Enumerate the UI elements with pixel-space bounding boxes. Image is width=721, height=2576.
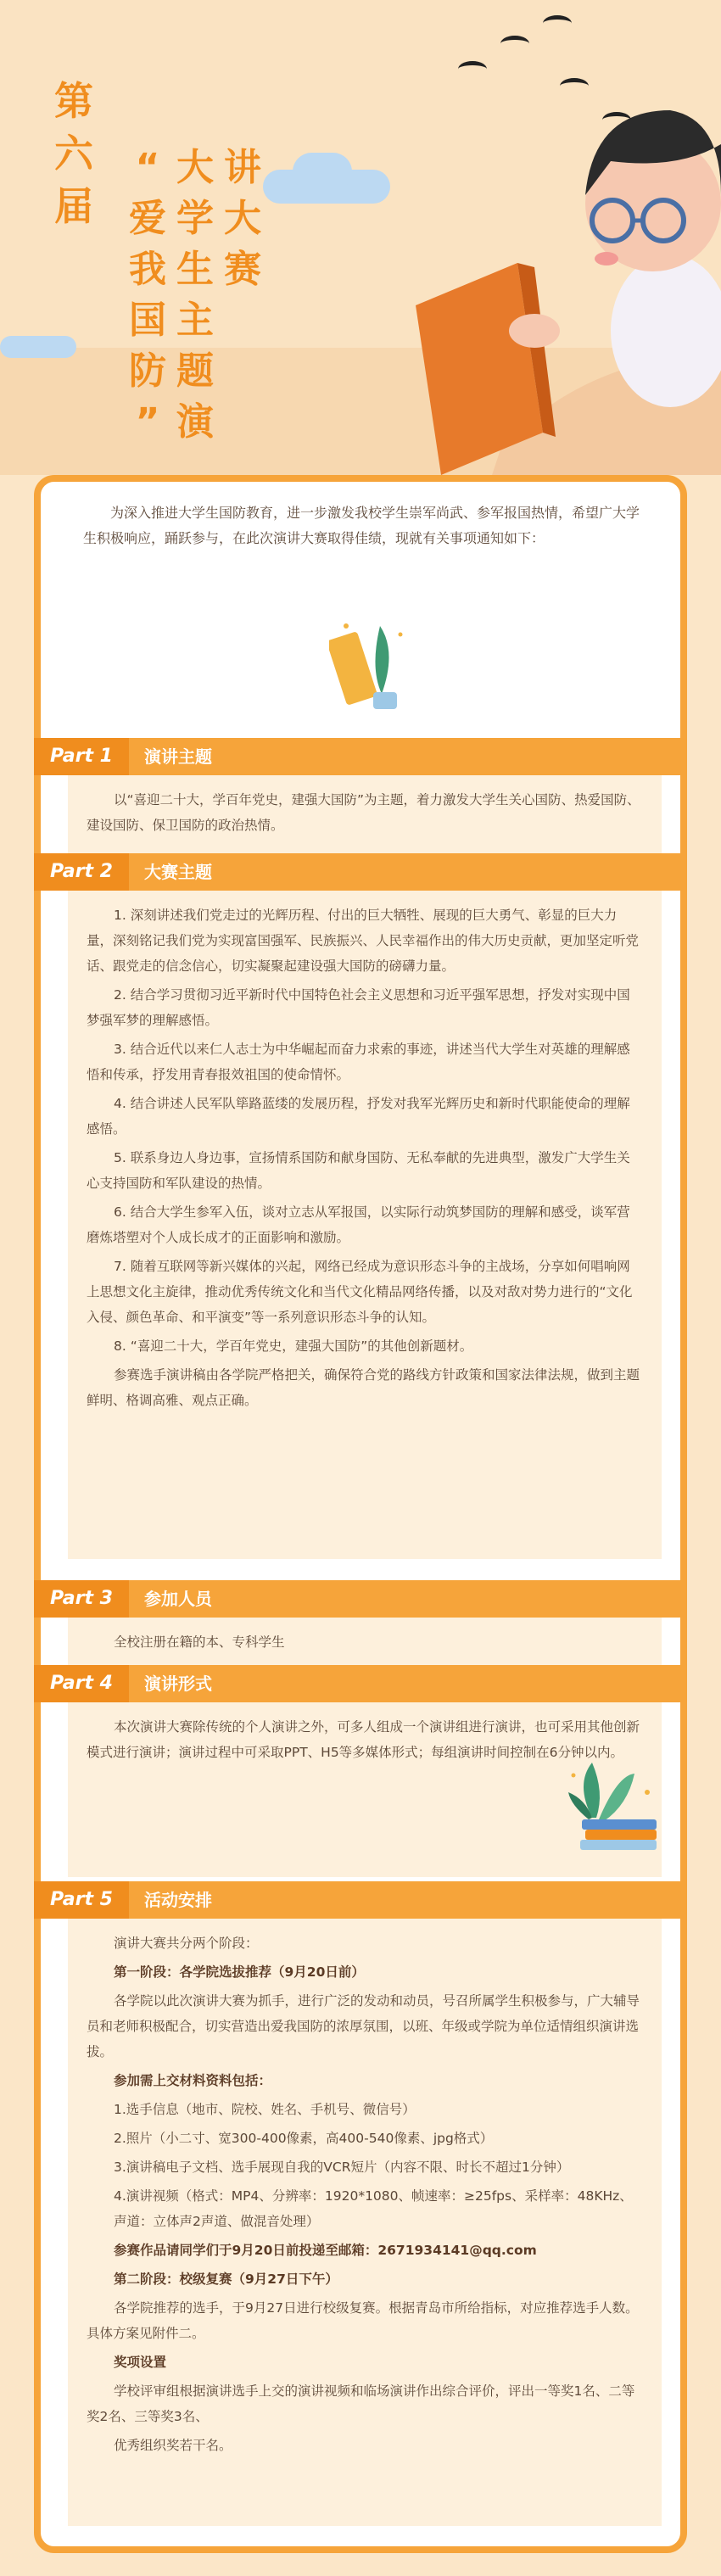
section-header-part-3 [34,1580,687,1618]
paragraph: 学校评审组根据演讲选手上交的演讲视频和临场演讲作出综合评价，评出一等奖1名、二等奖2名、三等奖3名、 [87,2383,635,2424]
edition-label: 第 六 届 [54,78,93,229]
section-header-part-1 [34,738,687,775]
content-card [34,475,687,2553]
title-column-2: 大 学 生 主 题 演 [176,146,214,444]
awards-heading: 奖项设置 [114,2355,167,2370]
paragraph: 以“喜迎二十大，学百年党史，建强大国防”为主题，着力激发大学生关心国防、热爱国防、建设国防、保卫国防的政治热情。 [87,792,640,833]
paragraph: 各学院推荐的选手，于9月27日进行校级复赛。根据青岛市所给指标，对应推荐选手人数。具体方案见附件二。 [87,2300,639,2341]
stage-heading: 第二阶段：校级复赛（9月27日下午） [114,2271,338,2287]
paragraph: 演讲大赛共分两个阶段： [114,1936,259,1951]
list-item: 2.照片（小二寸、宽300-400像素，高400-540像素、jpg格式） [114,2131,494,2146]
section-title: 演讲形式 [144,1674,212,1694]
section-title: 演讲主题 [144,746,212,767]
section-title: 大赛主题 [144,862,212,882]
paragraph: 各学院以此次演讲大赛为抓手，进行广泛的发动和动员，号召所属学生积极参与，广大辅导员和老师积极配合，切实营造出爱我国防的浓厚氛围，以班、年级或学院为单位适情组织演讲选拔。 [87,1993,640,2059]
section-body-part-2 [68,891,662,1559]
section-title: 活动安排 [144,1890,212,1910]
section-header-part-4 [34,1665,687,1702]
title-column-3: 讲 大 赛 [224,146,261,291]
paragraph: 4. 结合讲述人民军队筚路蓝缕的发展历程，抒发对我军光辉历史和新时代职能使命的理解感悟。 [87,1096,630,1137]
cloud-icon [293,153,352,191]
stage-heading: 第一阶段：各学院选拔推荐（9月20日前） [114,1964,365,1980]
part-tag: Part 2 [34,853,129,891]
paragraph: 7. 随着互联网等新兴媒体的兴起，网络已经成为意识形态斗争的主战场，分享如何唱响网上思想文化主旋律，推动优秀传统文化和当代文化精品网络传播，以及对敌对势力进行的“文化入侵、颜色革命、和平演变”等一系列意识形态斗争的认知。 [87,1259,633,1325]
paragraph: 6. 结合大学生参军入伍，谈对立志从军报国，以实际行动筑梦国防的理解和感受，谈军营磨炼塔塑对个人成长成才的正面影响和激励。 [87,1204,630,1245]
list-item: 3.演讲稿电子文档、选手展现自我的VCR短片（内容不限、时长不超过1分钟） [114,2160,570,2175]
list-item: 4.演讲视频（格式：MP4、分辨率：1920*1080、帧速率：≥25fps、采样率：48KHz、声道：立体声2声道、做混音处理） [114,2188,633,2229]
section-title: 参加人员 [144,1589,212,1609]
paragraph: 5. 联系身边人身边事，宣扬情系国防和献身国防、无私奉献的先进典型，激发广大学生关心支持国防和军队建设的热情。 [87,1150,630,1191]
materials-heading: 参加需上交材料资料包括： [114,2073,272,2088]
paragraph: 3. 结合近代以来仁人志士为中华崛起而奋力求索的事迹，讲述当代大学生对英雄的理解感悟和传承，抒发用青春报效祖国的使命情怀。 [87,1042,630,1082]
paragraph: 2. 结合学习贯彻习近平新时代中国特色社会主义思想和习近平强军思想，抒发对实现中国梦强军梦的理解感悟。 [87,987,630,1028]
part-tag: Part 4 [34,1665,129,1702]
title-column-1: “ 爱 我 国 防 ” [129,146,166,444]
paragraph: 本次演讲大赛除传统的个人演讲之外，可多人组成一个演讲组进行演讲，也可采用其他创新模式进行演讲；演讲过程中可采取PPT、H5等多媒体形式；每组演讲时间控制在6分钟以内。 [87,1719,640,1760]
paragraph: 参赛选手演讲稿由各学院严格把关，确保符合党的路线方针政策和国家法律法规，做到主题鲜明、格调高雅、观点正确。 [87,1367,640,1408]
bird-icon [500,36,529,52]
reading-girl-illustration [399,51,721,475]
bookmark-feather-icon [329,617,405,719]
plant-books-icon [567,1758,660,1856]
part-tag: Part 1 [34,738,129,775]
paragraph: 1. 深刻讲述我们党走过的光辉历程、付出的巨大牺牲、展现的巨大勇气、彰显的巨大力量，深刻铭记我们党为实现富国强军、民族振兴、人民幸福作出的伟大历史贡献，更加坚定听党话、跟党走的信念信心，切实凝聚起建设强大国防的磅礴力量。 [87,908,640,974]
paragraph: 优秀组织奖若干名。 [114,2438,232,2453]
cloud-icon [0,336,76,358]
bird-icon [543,15,572,31]
section-header-part-2 [34,853,687,891]
section-body-part-1 [68,775,662,853]
list-item: 1.选手信息（地市、院校、姓名、手机号、微信号） [114,2102,416,2117]
section-body-part-3 [68,1618,662,1665]
section-header-part-5 [34,1881,687,1919]
submission-email: 参赛作品请同学们于9月20日前投递至邮箱：2671934141@qq.com [114,2243,537,2258]
paragraph: 8. “喜迎二十大，学百年党史，建强大国防”的其他创新题材。 [114,1338,473,1354]
paragraph: 全校注册在籍的本、专科学生 [114,1634,285,1650]
header-banner [0,0,721,475]
intro-text: 为深入推进大学生国防教育，进一步激发我校学生崇军尚武、参军报国热情，希望广大学生积极响应，踊跃参与，在此次演讲大赛取得佳绩，现就有关事项通知如下： [83,505,640,546]
part-tag: Part 3 [34,1580,129,1618]
section-body-part-5 [68,1919,662,2526]
part-tag: Part 5 [34,1881,129,1919]
